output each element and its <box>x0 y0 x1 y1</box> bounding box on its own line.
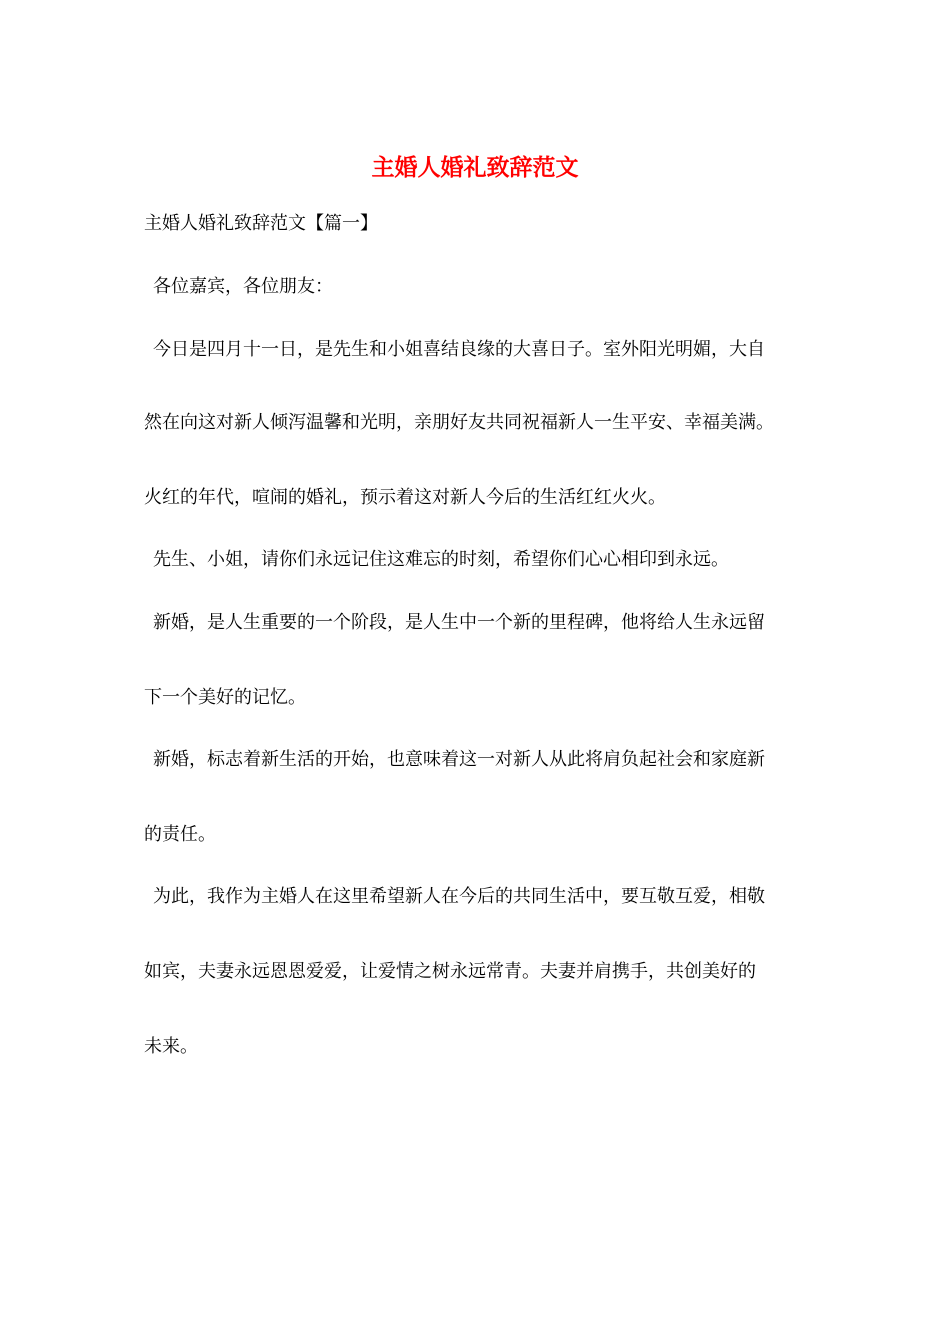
paragraph-line: 的责任。 <box>144 824 216 845</box>
section-heading: 主婚人婚礼致辞范文【篇一】 <box>144 213 378 234</box>
paragraph-line: 为此，我作为主婚人在这里希望新人在今后的共同生活中，要互敬互爱，相敬 <box>153 886 765 907</box>
paragraph-line: 未来。 <box>144 1036 198 1057</box>
paragraph-line: 新婚，是人生重要的一个阶段，是人生中一个新的里程碑，他将给人生永远留 <box>153 612 765 633</box>
document-title: 主婚人婚礼致辞范文 <box>371 154 579 181</box>
paragraph-line: 今日是四月十一日，是先生和小姐喜结良缘的大喜日子。室外阳光明媚，大自 <box>153 339 765 360</box>
paragraph-line: 然在向这对新人倾泻温馨和光明，亲朋好友共同祝福新人一生平安、幸福美满。 <box>144 412 774 433</box>
paragraph-line: 火红的年代，喧闹的婚礼，预示着这对新人今后的生活红红火火。 <box>144 487 666 508</box>
paragraph-line: 下一个美好的记忆。 <box>144 687 306 708</box>
paragraph-line: 如宾，夫妻永远恩恩爱爱，让爱情之树永远常青。夫妻并肩携手，共创美好的 <box>144 961 756 982</box>
salutation: 各位嘉宾，各位朋友： <box>153 276 333 297</box>
paragraph-line: 新婚，标志着新生活的开始，也意味着这一对新人从此将肩负起社会和家庭新 <box>153 749 765 770</box>
paragraph-line: 先生、小姐，请你们永远记住这难忘的时刻，希望你们心心相印到永远。 <box>153 549 729 570</box>
